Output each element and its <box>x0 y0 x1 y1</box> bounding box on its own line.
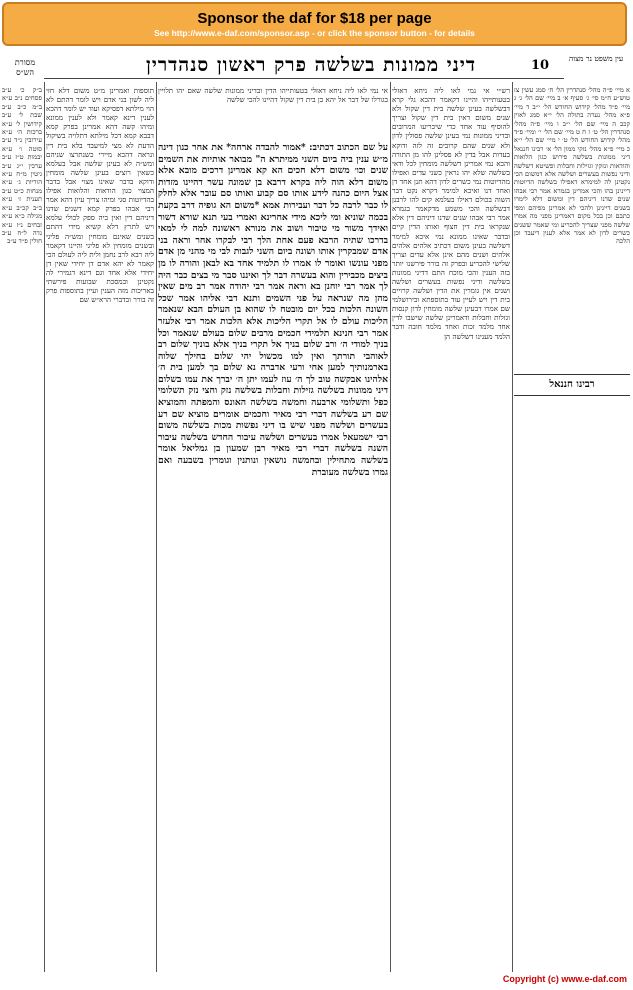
right-margin-references: א מיי׳ פ״ה מהל׳ סנהדרין הל׳ ח׳ סמג עשין צז טוש״ע ח״מ סי׳ ג׳ סעיף א׳ ב מיי׳ שם הל׳ ג׳ ג מיי׳ פ״ד מהל׳ קידוש החודש הל׳ י״ב ד מיי׳ פ״א מהל׳ נערה בתולה הל׳ י״א סמג לאוין קכב ה מיי׳ שם הל׳ י״ב ו מיי׳ פ״ה מהל׳ סנהדרין הל׳ ט׳ ז ח ט מיי׳ שם הל׳ י׳ ומיי׳ פ״ד מהל׳ קידוש החודש הל׳ ט׳ י מיי׳ שם הל׳ י״א כ מיי׳ פ״א מהל׳ נזקי ממון הל׳ א׳ רבינו חננאל דיני ממונות בשלשה פירוש כגון הלואות והודאות ונזקין וגזילות וחבלות ופשיטא דשלשה ודיני נפשות בעשרים ושלשה אלא דמשום הכי נקטינן לה למימרא דאפילו בשלשה הדיוטות דיינינן בהו והכי אמרינן בגמרא אמר רבי אבהו שנים שדנו דיניהם דין ומשום דלא לימרו בשנים דיינינן ולהכי לא אמרינן מפיהם ומפי כתבם וכן בכל מקום דאמרינן מפני מה אמרו שלשה מפני שצריך להכריע ומי שאמר ששנים כשרים לדון לא אמר אלא לענין דיעבד וכן הלכה <box>514 86 630 246</box>
ein-mishpat-heading: עין משפט נר מצוה <box>568 54 624 63</box>
talmud-page <box>0 52 633 972</box>
page-header-title: דיני ממונות בשלשה פרק ראשון סנהדרין <box>146 54 476 76</box>
left-margin-references: ב״ק כ׳ ע״ב פסחים נ״ב ע״א ב״מ כ״ב ע״ב שבת ל׳ ע״ב קידושין ל׳ ע״א ברכות ה׳ ע״א עירובין נ״ד ע״ב סוטה ו׳ ע״א יבמות ט״ז ע״ב ערכין י״ג ע״ב גיטין מ״ח ע״א הוריות ג׳ ע״א מנחות כ״ט ע״ב תענית ז׳ ע״א ב״ב קכ״ב ע״א מגילה כ״א ע״א זבחים נ״ז ע״א נדה ל״ח ע״ב חולין פ״ד ע״ב <box>2 86 42 246</box>
column-divider <box>512 82 513 972</box>
column-divider <box>156 82 157 972</box>
rabbeinu-chananel-heading: רבינו חננאל <box>514 374 630 396</box>
page-number: 10 <box>531 58 550 73</box>
sponsor-subtitle[interactable]: See http://www.e-daf.com/sponsor.asp - or click the sponsor button - for details <box>154 28 475 38</box>
copyright-link[interactable]: Copyright (c) www.e-daf.com <box>502 974 627 984</box>
rashi-commentary: רש״י אי נמי לאו ליה ניחא דאזלי בטעותייהו והיינו דקאמר דהכא גלי קרא דבשלשה בעינן שלשה בית דין שקול ולא שנים משום דאין בית דין שקול וצריך להוסיף עוד אחד כדי שיכריעו המרובים ובדיני ממונות נמי בעינן שלשה פסולין לדון ולא שנים שהם קרובים זה לזה ודוקא בעדות אבל בדין לא פסלינן להו מן התורה והכא נמי אמרינן דשלשה מומחין לכל ודאי בשלשה שלא יהו נראין כשני עדים ואפילו מהדיוטות נמי כשרים לדון דהא תנן אחד דן ואחד דנו ואיכא למימר דקרא נקט דבר השוה בכולם דאילו בעלמא קים להו לרבנן דבשלשה והכי משמע מדקאמר בגמרא אמר רבי אבהו שנים שדנו דיניהם דין אלא שנקראו בית דין חצוף ואותו הדין קיים ובדבר שאינו ממונא נמי איכא למימר דשלשה בעינן משום דכתיב אלהים אלהים אלהים ושנים מהם אינן אלא עדים וצריך שלישי להכריע ובפרק זה בורר פירשנו יותר בזה הענין והכי מוכח התם דדיני ממונות בשלשה ודיני נפשות בעשרים ושלשה ושנים אין גומרין את הדין ושלשה קרויים בית דין ויש לעיין עוד בתוספתא ובירושלמי שם אמרו דבעינן שלשה מומחין לדון קנסות וגזלות וחבלות ודאמרינן שלשה שישבו לדין אחד מלמד זכות ואחד מלמד חובה ודבר הלמד מענינו דשלשה הן <box>392 86 510 341</box>
column-divider <box>44 82 45 972</box>
sponsor-title[interactable]: Sponsor the daf for $18 per page <box>197 10 432 27</box>
column-divider <box>390 82 391 972</box>
sponsor-banner[interactable] <box>2 2 627 46</box>
main-text-opening: אי נמי לאו ליה ניחא דאזלי בטעותייהו הדין ובדיני ממונות שלשה שאם יהו תלויין בגורלו של דבר אל יהא כן בית דין שקול דהיינו להכי שלשה <box>158 86 388 105</box>
gemara-main-text: על שם הכתוב דכתיב: *אמור להבדה ארחה* את אחר כנון דינה מ״ש ענין ביה ביום השני ממיתרא ה" מבואר אותיות את השמים שנים וכו׳ משום דלא חכים הא קא אמרינן דרכים מובא אלא משום דלא הוה ליה בקרא דרבא בן שמונה עשר דהיינו מזדות אצל היום כהנה לידע אותו סם קבוע ואותו סם עובר אלא לחלק לו כבר לרבה כל דבר ועבירות אמא *משום הא גופיה דרב בקעת בכמה שוניא ומי ליכא מידי אחרינא ואמרי בעי תנא שורא דשור ואידך משור מי טיבור ושוב את מנורא ראשונה למה לי למאי בדרכו שתיה הרבא פעם אחת הלך רבי לבקרו אחר וראה בני אדם שמבקרין אותו ושונה ביום השני לגבות לבי מי מהני מן אדם מפני עונשו ואומר לו אמרו לו תלמיד אחד בא לבאן והורה לו מן ביצים מכבירין והוא בעשרה דבר לך ואיננו סבר מי בצים כבר היה לך אמר רבי יוחנן בא וראה אמר רבי יהודה אמר רב מים שאין מהן מה שנראה על פני השמים ותנא דבי אליהו אמר שכל השונה הלכות בכל יום מובטח לו שהוא בן העולם הבא שנאמר הליכות עולם לו אל תקרי הליכות אלא הלכות אמר רבי אלעזר אמר רבי חנינא תלמידי חכמים מרבים שלום בעולם שנאמר וכל בניך למודי ה׳ ורב שלום בניך אל תקרי בניך אלא בוניך שלום רב לאוהבי תורתך ואין למו מכשול יהי שלום בחילך שלוה בארמנותיך למען אחי ורעי אדברה נא שלום בך למען בית ה׳ אלהינו אבקשה טוב לך ה׳ עוז לעמו יתן ה׳ יברך את עמו בשלום דיני ממונות בשלשה גזילות וחבלות בשלשה נזק וחצי נזק תשלומי כפל ותשלומי ארבעה וחמשה בשלשה האונס והמפתה והמוציא שם רע בשלשה דברי רבי מאיר וחכמים אומרים מוציא שם רע בעשרים ושלשה מפני שיש בו דיני נפשות מכות בשלשה משום רבי ישמעאל אמרו בעשרים ושלשה עיבור החדש בשלשה עיבור השנה בשלשה דברי רבי מאיר רבן שמעון בן גמליאל אומר בשלשה מתחילין ובחמשה נושאין ונותנין וגומרין בשבעה ואם גמרו בשלשה מעוברת <box>158 142 388 478</box>
header-rule <box>44 78 564 79</box>
tosafot-commentary: תוספות ואמרינן מ״ט משום דלא חזי ליה לשון בני אדם ויש לומר דהתם לא הוי מילתא דפסיקא ועוד יש לומר דהכא לענין דינא קאמר ולא לענין ממונא ומיהו קשה דהא אמרינן בפרק קמא דבבא קמא דכל מילתא דתלויה בשיקול הדעת לא מצי למיעבד בלא בית דין ונראה דהכא מיירי כשנתרצו שניהם ומש״ה לא בעינן שלשה אבל בעלמא כשאין רוצים בעינן שלשה מומחין ודוקא בדבר שאינו מצוי אבל בדבר המצוי כגון הודאות והלואות אפילו בהדיוטות סגי ומיהו צריך עיון דהא אמר רבי אבהו בפרק קמא דשנים שדנו דיניהם דין ואין ביה ספק לכולי עלמא ויש לתרץ דלא קשיא מידי דהתם בשנים שאינם מומחין ומש״ה פליגי ובשנים מומחין לא פליגי והיינו דקאמר ליה רבא לרב נחמן ולית ליה לעולם הכי קאמר לא יהא אדם דן יחידי שאין דן יחידי אלא אחד וגם דינא דגמירי לה נקטינן ובמסכת שבועות פירשתי באריכות מזה הענין ועיין בתוספות פרק זה בורר ובדברי הרא״ש שם <box>46 86 154 305</box>
mesoret-hashas-heading: מסורת הש״ס <box>14 58 36 77</box>
